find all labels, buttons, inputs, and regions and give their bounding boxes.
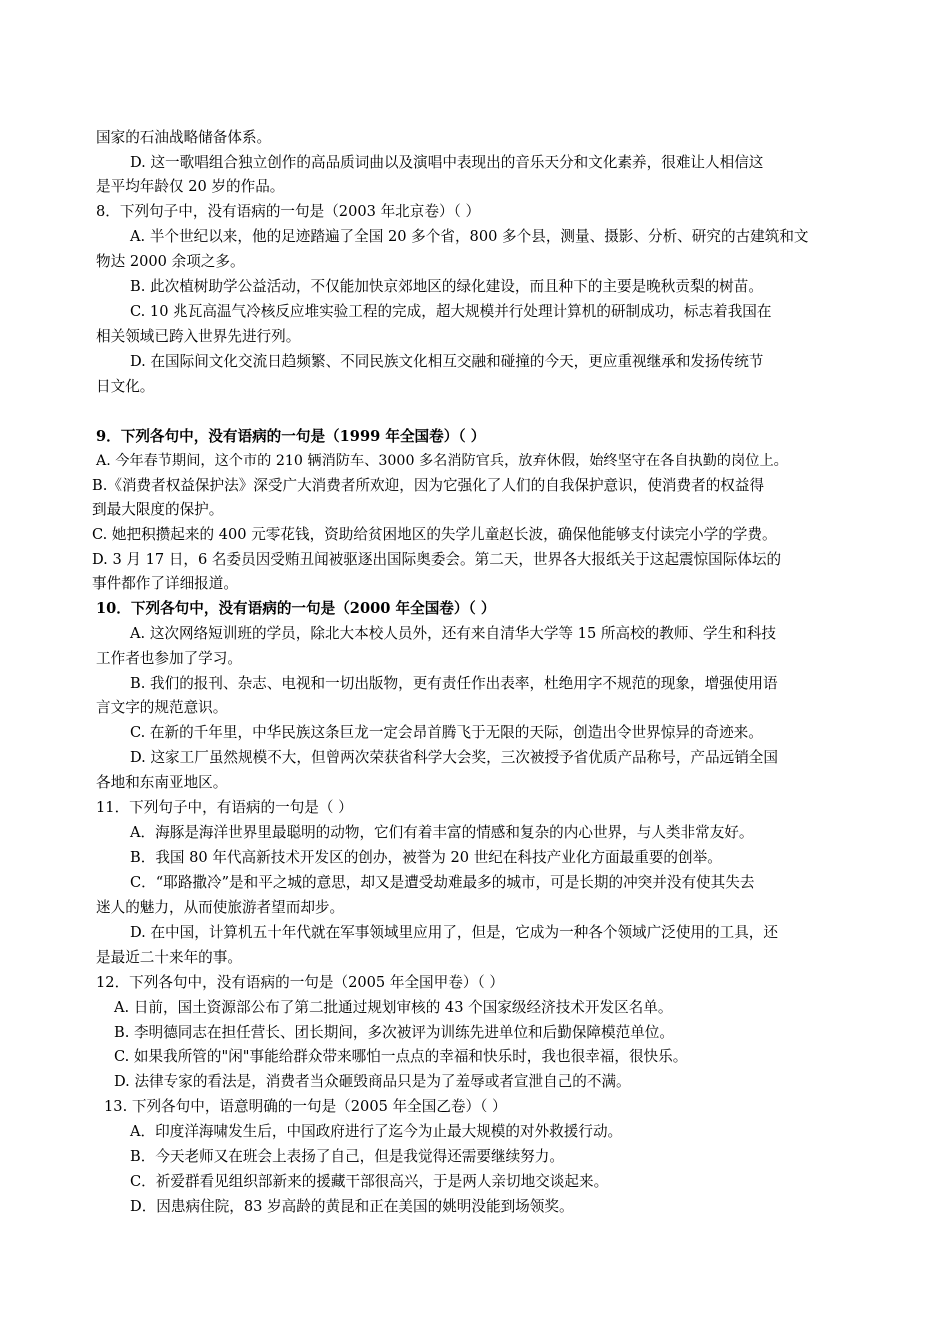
q12-option-a: A. 日前，国土资源部公布了第二批通过规划审核的 43 个国家级经济技术开发区名单。 xyxy=(114,999,673,1016)
q11-option-c: C．“耶路撒冷”是和平之城的意思，却又是遭受劫难最多的城市，可是长期的冲突并没有使其失去 xyxy=(130,874,755,891)
q12-option-b: B. 李明德同志在担任营长、团长期间，多次被评为训练先进单位和后勤保障模范单位。 xyxy=(114,1024,674,1041)
q8-option-a-cont: 物达 2000 余项之多。 xyxy=(96,253,245,270)
q9-option-d: D. 3 月 17 日，6 名委员因受贿丑闻被驱逐出国际奥委会。第二天，世界各大报纸关于这起震惊国际体坛的 xyxy=(92,551,782,568)
q13-stem: 13. 下列各句中，语意明确的一句是（2005 年全国乙卷）（ ） xyxy=(104,1098,507,1115)
q12-stem: 12．下列各句中，没有语病的一句是（2005 年全国甲卷）（ ） xyxy=(96,974,504,991)
prev-option-d-cont: 是平均年龄仅 20 岁的作品。 xyxy=(96,178,285,195)
q11-option-d-cont: 是最近二十来年的事。 xyxy=(96,949,242,966)
q8-option-a: A. 半个世纪以来，他的足迹踏遍了全国 20 多个省，800 多个县，测量、摄影、分析、研究的古建筑和文 xyxy=(130,228,809,245)
q8-option-c: C. 10 兆瓦高温气冷核反应堆实验工程的完成，超大规模并行处理计算机的研制成功，标志着我国在 xyxy=(130,303,772,320)
q11-option-a: A．海豚是海洋世界里最聪明的动物，它们有着丰富的情感和复杂的内心世界，与人类非常友好。 xyxy=(130,824,754,841)
q10-option-d-cont: 各地和东南亚地区。 xyxy=(96,774,228,791)
prev-option-d: D. 这一歌唱组合独立创作的高品质词曲以及演唱中表现出的音乐天分和文化素养，很难让人相信这 xyxy=(130,154,764,171)
q8-option-d: D. 在国际间文化交流日趋频繁、不同民族文化相互交融和碰撞的今天，更应重视继承和发扬传统节 xyxy=(130,353,764,370)
q12-option-c: C. 如果我所管的"闲"事能给群众带来哪怕一点点的幸福和快乐时，我也很幸福，很快乐。 xyxy=(114,1048,688,1065)
q10-option-b: B. 我们的报刊、杂志、电视和一切出版物，更有责任作出表率，杜绝用字不规范的现象，增强使用语 xyxy=(130,675,778,692)
q10-stem: 10．下列各句中，没有语病的一句是（2000 年全国卷）（ ） xyxy=(96,600,496,617)
q8-option-c-cont: 相关领域已跨入世界先进行列。 xyxy=(96,328,301,345)
q12-option-d: D. 法律专家的看法是，消费者当众砸毁商品只是为了羞辱或者宣泄自己的不满。 xyxy=(114,1073,631,1090)
q10-option-a: A. 这次网络短训班的学员，除北大本校人员外，还有来自清华大学等 15 所高校的教师、学生和科技 xyxy=(130,625,777,642)
q9-stem: 9．下列各句中，没有语病的一句是（1999 年全国卷）（ ） xyxy=(96,428,486,445)
prev-question-line: 国家的石油战略储备体系。 xyxy=(96,129,272,146)
q8-option-b: B. 此次植树助学公益活动，不仅能加快京郊地区的绿化建设，而且种下的主要是晚秋贡梨的树苗。 xyxy=(130,278,763,295)
q9-option-b: B.《消费者权益保护法》深受广大消费者所欢迎，因为它强化了人们的自我保护意识，使消费者的权益得 xyxy=(92,477,765,494)
q10-option-b-cont: 言文字的规范意识。 xyxy=(96,699,228,716)
q10-option-c: C. 在新的千年里，中华民族这条巨龙一定会昂首腾飞于无限的天际，创造出令世界惊异的奇迹来。 xyxy=(130,724,763,741)
q8-option-d-cont: 日文化。 xyxy=(96,378,155,395)
q8-stem: 8．下列句子中，没有语病的一句是（2003 年北京卷）（ ） xyxy=(96,203,481,220)
q9-option-c: C. 她把积攒起来的 400 元零花钱，资助给贫困地区的失学儿童赵长波，确保他能够支付读完小学的学费。 xyxy=(92,526,777,543)
q13-option-d: D．因患病住院，83 岁高龄的黄昆和正在美国的姚明没能到场领奖。 xyxy=(130,1198,574,1215)
q11-option-c-cont: 迷人的魅力，从而使旅游者望而却步。 xyxy=(96,899,345,916)
q9-option-d-cont: 事件都作了详细报道。 xyxy=(92,575,238,592)
q13-option-c: C．祈爱群看见组织部新来的援藏干部很高兴，于是两人亲切地交谈起来。 xyxy=(130,1173,609,1190)
q10-option-d: D. 这家工厂虽然规模不大，但曾两次荣获省科学大会奖，三次被授予省优质产品称号，产品远销全国 xyxy=(130,749,778,766)
q13-option-b: B．今天老师又在班会上表扬了自己，但是我觉得还需要继续努力。 xyxy=(130,1148,564,1165)
q9-option-b-cont: 到最大限度的保护。 xyxy=(92,501,224,518)
q11-option-b: B．我国 80 年代高新技术开发区的创办，被誉为 20 世纪在科技产业化方面最重要的创举。 xyxy=(130,849,722,866)
q9-option-a: A. 今年春节期间，这个市的 210 辆消防车、3000 多名消防官兵，放弃休假，始终坚守在各自执勤的岗位上。 xyxy=(96,453,788,469)
q13-option-a: A．印度洋海啸发生后，中国政府进行了迄今为止最大规模的对外救援行动。 xyxy=(130,1123,623,1140)
q11-option-d: D. 在中国，计算机五十年代就在军事领域里应用了，但是，它成为一种各个领域广泛使用的工具，还 xyxy=(130,924,778,941)
q11-stem: 11．下列句子中，有语病的一句是（ ） xyxy=(96,799,353,816)
q10-option-a-cont: 工作者也参加了学习。 xyxy=(96,650,242,667)
